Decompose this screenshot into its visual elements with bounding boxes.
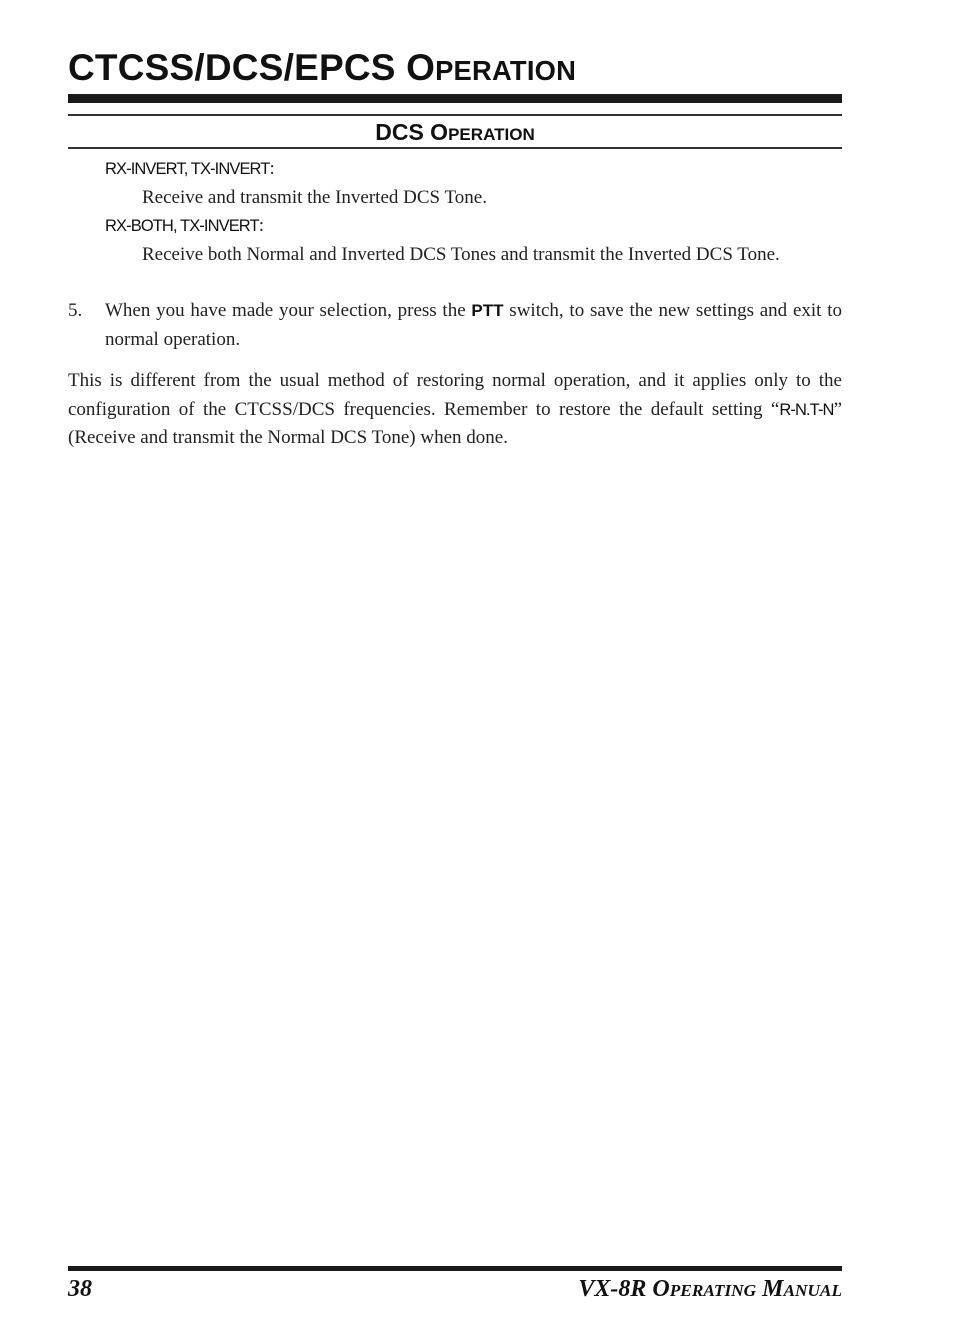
label-colon: : <box>269 158 275 179</box>
step-text-after: switch, to save the new settings and exit to normal operation. <box>105 300 842 350</box>
page-title <box>68 46 576 93</box>
section-rule-bottom <box>68 147 842 149</box>
manual-title-small-caps: PERATING <box>669 1281 757 1300</box>
note-paragraph <box>68 367 842 453</box>
note-text-after: ” (Receive and transmit the Normal DCS Tone) when done. <box>68 398 842 448</box>
section-title-main: DCS O <box>375 119 449 145</box>
footer-rule <box>68 1266 842 1271</box>
page-title-main: CTCSS/DCS/EPCS O <box>68 47 436 88</box>
option-description-rx-both: Receive both Normal and Inverted DCS Tones and transmit the Inverted DCS Tone. <box>142 244 780 265</box>
option-label-rx-invert <box>105 155 275 184</box>
option-label-rx-both <box>105 212 264 241</box>
manual-title <box>578 1274 842 1306</box>
lcd-default-setting: R-N.T-N <box>779 400 834 419</box>
label-colon: : <box>258 215 264 236</box>
page-title-small-caps: PERATION <box>435 55 577 86</box>
step-text-before: When you have made your selection, press the <box>105 300 472 321</box>
manual-title-part: VX-8R O <box>578 1276 670 1302</box>
step-number: 5. <box>68 300 83 321</box>
header-rule-thick <box>68 94 842 103</box>
lcd-label: RX-INVERT, TX-INVERT <box>105 160 270 178</box>
section-title-small-caps: PERATION <box>448 125 535 144</box>
step-5-text <box>105 297 842 354</box>
section-title <box>68 118 842 149</box>
ptt-key-label: PTT <box>471 301 504 320</box>
note-text-before: This is different from the usual method of restoring normal operation, and it applies only to the configuration of the CTCSS/DCS frequencies. Remember to restore the default setting “ <box>68 370 842 420</box>
option-description-rx-invert: Receive and transmit the Inverted DCS Tone. <box>142 187 487 208</box>
manual-title-small-caps: ANUAL <box>783 1281 842 1300</box>
section-rule-top <box>68 114 842 116</box>
manual-title-part: M <box>756 1276 784 1302</box>
lcd-label: RX-BOTH, TX-INVERT <box>105 217 259 235</box>
page-number: 38 <box>68 1276 92 1302</box>
